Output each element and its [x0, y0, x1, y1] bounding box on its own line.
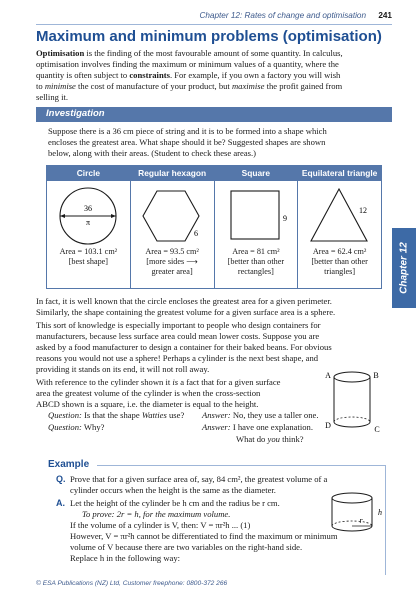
term-minimise: minimise	[44, 81, 76, 92]
chapter-running-title: Chapter 12: Rates of change and optimisation	[199, 11, 367, 20]
triangle-note-2: triangles]	[324, 267, 356, 276]
investigation-text	[48, 126, 378, 159]
intro-line-1: is the finding of the most favourable amount of some quantity. In calculus,	[86, 48, 343, 58]
investigation-bar	[36, 107, 392, 122]
square-area: Area = 81 cm²	[232, 247, 280, 256]
shape-cell-hexagon	[130, 181, 214, 289]
question-marker: Q.	[56, 474, 66, 484]
shape-cell-square	[214, 181, 298, 289]
cylinder-paragraph	[36, 377, 336, 410]
term-maximise: maximise	[231, 81, 265, 92]
dialogue-answer-1	[202, 410, 318, 421]
hexagon-side-label: 6	[194, 229, 199, 238]
cylinder-rh-diagram	[328, 490, 386, 536]
hexagon-note-2: greater area]	[151, 267, 193, 276]
dialogue-question-2	[48, 422, 104, 433]
page-footer: © ESA Publications (NZ) Ltd, Customer freephone: 0800-372 266	[36, 580, 228, 587]
chapter-side-tab	[392, 228, 416, 308]
answer-2-text: I have one explanation.	[232, 422, 313, 432]
answer-2-line-2b: you	[267, 434, 280, 444]
answer-2-label: Answer:	[202, 422, 231, 432]
running-header	[199, 11, 392, 20]
example-answer-line-6: Replace h in the following way:	[70, 553, 181, 564]
example-heading: Example	[48, 459, 90, 470]
intro-line-4e: the profit gained from	[266, 81, 343, 92]
dialogue-answer-2	[202, 422, 313, 433]
cylinder-label-a: A	[325, 371, 331, 380]
hexagon-area: Area = 93.5 cm²	[145, 247, 199, 256]
shape-cell-triangle	[298, 181, 382, 289]
answer-1-label: Answer:	[202, 410, 231, 420]
circle-diameter-numerator: 36	[84, 204, 93, 213]
dialogue-question-1	[48, 410, 184, 421]
answer-2-line-2a: What do	[236, 434, 266, 444]
hexagon-diagram	[137, 183, 207, 247]
intro-line-3a: quantity is often subject to	[36, 70, 128, 81]
circle-diameter-denominator: π	[86, 218, 91, 227]
container-line-4: reasons you would not use a sphere! Perhaps a cylinder is the next best shape, and	[36, 353, 319, 364]
intro-paragraph	[36, 48, 392, 103]
container-line-2: manufacturers, because less surface area could mean lower costs. Suppose you are	[36, 331, 320, 342]
cylinder-line-1b: is	[172, 377, 179, 387]
shape-header-hexagon: Regular hexagon	[130, 166, 214, 181]
intro-line-2: optimisation involves finding the maximum or minimum values of a quantity, where the	[36, 59, 339, 70]
height-label: h	[378, 508, 382, 517]
answer-1-text: No, they use a taller one.	[232, 410, 319, 420]
answer-marker: A.	[56, 498, 65, 508]
investigation-line-3: below, along with their areas. (Student to check these areas.)	[48, 148, 257, 159]
cylinder-abcd-diagram	[322, 366, 382, 438]
container-line-3: asked by a food manufacturer to design a container for their baked beans. For obvious	[36, 342, 332, 353]
triangle-area: Area = 62.4 cm²	[312, 247, 367, 256]
example-answer-line-5: volume of V because there are two variables on the right-hand side.	[70, 542, 303, 553]
example-answer-line-4: However, V = πr²h cannot be differentiated to find the maximum or minimum	[70, 531, 338, 542]
square-note-1: [better than other	[227, 257, 285, 266]
investigation-line-1: Suppose there is a 36 cm piece of string and it is to be formed into a shape which	[48, 126, 327, 136]
circle-diagram	[53, 183, 123, 247]
question-1-label: Question:	[48, 410, 82, 420]
intro-line-4c: the cost of manufacture of your product, but	[78, 81, 230, 92]
square-note-2: rectangles]	[237, 267, 274, 276]
term-optimisation: Optimisation	[36, 48, 85, 58]
circle-note: [best shape]	[68, 257, 109, 266]
term-constraints: constraints	[129, 70, 170, 81]
shape-cell-circle	[47, 181, 131, 289]
example-question	[70, 474, 327, 496]
example-answer	[70, 498, 338, 565]
example-rule	[97, 465, 385, 466]
triangle-diagram	[305, 183, 375, 247]
section-title: Maximum and minimum problems (optimisation)	[36, 28, 382, 45]
shapes-table	[46, 165, 382, 289]
triangle-side-label: 12	[358, 206, 367, 215]
question-2-label: Question:	[48, 422, 82, 432]
cylinder-label-b: B	[373, 371, 379, 380]
header-rule	[36, 24, 392, 25]
radius-label: r	[359, 516, 363, 525]
example-question-line-2: cylinder occurs when the height is the same as the diameter.	[70, 485, 276, 496]
investigation-line-2: encloses the greatest area. What shape should it be? Suggested shapes are shown	[48, 137, 326, 148]
example-answer-line-3: If the volume of a cylinder is V, then: V = πr²h ... (1)	[70, 520, 251, 531]
circle-area: Area = 103.1 cm²	[59, 247, 118, 256]
shape-header-triangle: Equilateral triangle	[298, 166, 382, 181]
container-line-5: providing it stands on its end, it will not roll away.	[36, 364, 210, 375]
answer-2-line-2c: think?	[282, 434, 304, 444]
cylinder-label-c: C	[374, 425, 380, 434]
cylinder-line-2: area the greatest volume of the cylinder is when the cross-section	[36, 388, 261, 399]
square-diagram	[221, 183, 291, 247]
shape-header-circle: Circle	[47, 166, 131, 181]
circle-fact-paragraph	[36, 296, 392, 318]
example-question-line-1: Prove that for a given surface area of, say, 84 cm², the greatest volume of a	[70, 474, 328, 484]
container-line-1: This sort of knowledge is especially important to people who design containers for	[36, 320, 321, 330]
page-number: 241	[378, 11, 392, 20]
triangle-note-1: [better than other	[311, 257, 368, 266]
intro-line-3c: . For example, if you own a factory you will wish	[169, 70, 341, 81]
example-answer-line-1: Let the height of the cylinder be h cm and the radius be r cm.	[70, 498, 280, 508]
square-side-label: 9	[282, 214, 287, 223]
cylinder-label-d: D	[325, 421, 331, 430]
question-1-tail: use?	[168, 410, 185, 420]
cylinder-line-1a: With reference to the cylinder shown it	[36, 377, 171, 387]
dialogue-answer-2-line-2	[236, 434, 304, 445]
hexagon-note-1: [more sides ⟶	[146, 257, 198, 266]
question-1-text: Is that the shape	[84, 410, 140, 420]
fact-line-1: In fact, it is well known that the circle encloses the greatest area for a given perimeter.	[36, 296, 332, 306]
intro-line-4a: to	[36, 81, 43, 92]
question-1-brand: Watties	[141, 410, 167, 420]
cylinder-line-1c: a fact that for a given surface	[180, 377, 281, 387]
cylinder-line-3: ABCD shown is a square, i.e. the diameter is equal to the height.	[36, 399, 259, 410]
chapter-side-tab-label: Chapter 12	[398, 242, 410, 294]
fact-line-2: Similarly, the shape containing the greatest volume for a given surface area is a sphere.	[36, 307, 336, 318]
example-answer-line-2: To prove: 2r = h, for the maximum volume.	[82, 509, 231, 520]
question-2-text: Why?	[83, 422, 105, 432]
shape-header-square: Square	[214, 166, 298, 181]
investigation-heading: Investigation	[46, 108, 105, 119]
intro-line-5: selling it.	[36, 92, 68, 103]
